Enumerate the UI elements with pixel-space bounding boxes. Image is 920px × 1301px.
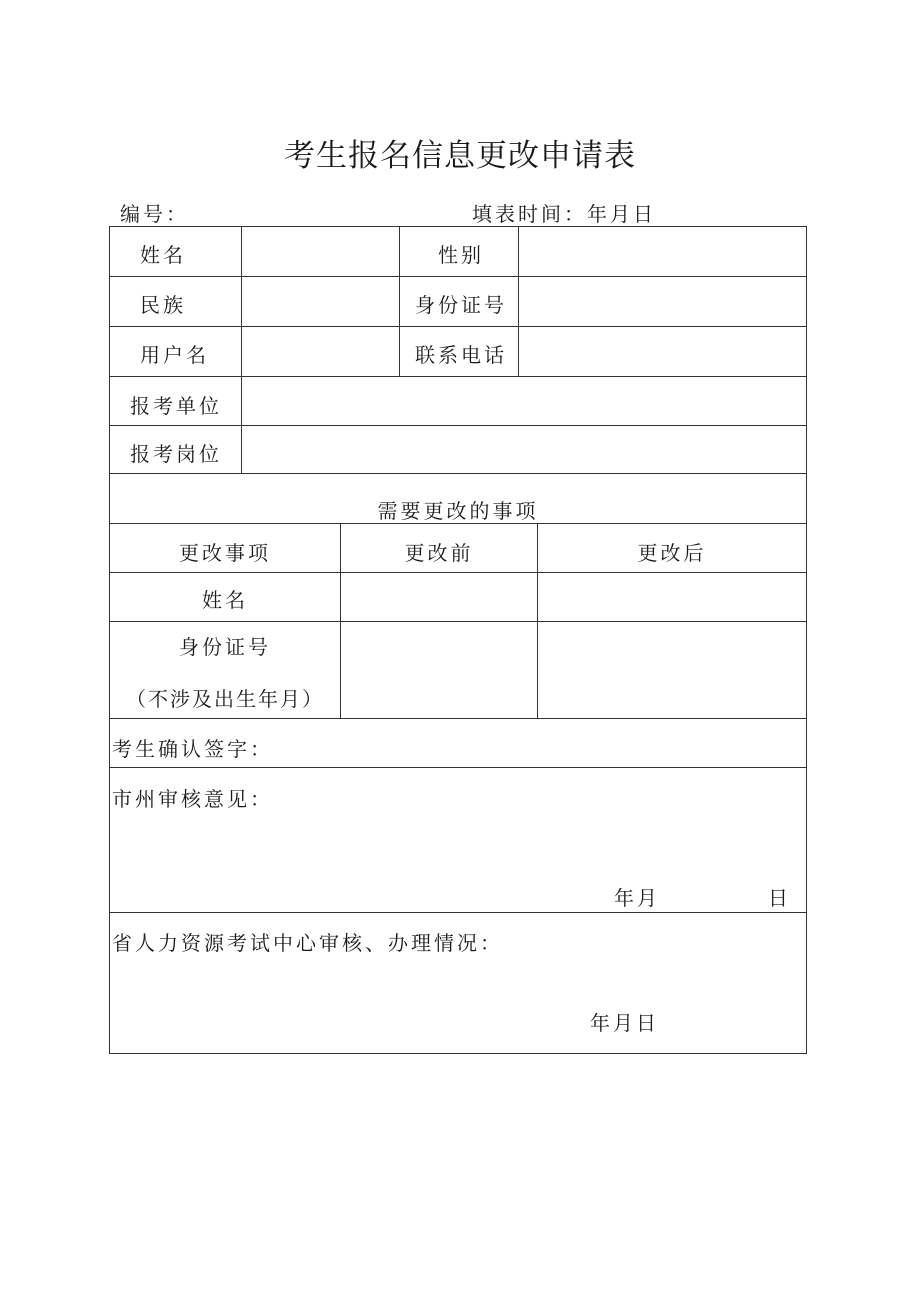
fill-time-label: 填表时间：年月日 — [472, 202, 656, 226]
changes-section-title: 需要更改的事项 — [377, 499, 539, 523]
name-before-field[interactable] — [341, 573, 537, 621]
ethnicity-label: 民族 — [140, 293, 186, 317]
city-review-date-ym: 年月 — [614, 886, 660, 910]
application-form-table — [109, 226, 807, 1054]
ethnicity-field[interactable] — [242, 277, 399, 326]
province-review-label: 省人力资源考试中心审核、办理情况： — [112, 931, 503, 955]
username-field[interactable] — [242, 327, 399, 376]
city-review-label: 市州审核意见： — [112, 787, 273, 811]
number-label: 编号： — [120, 202, 189, 226]
phone-label: 联系电话 — [415, 343, 507, 367]
column-header-after: 更改后 — [637, 541, 707, 565]
change-item-id-number: 身份证号 — [179, 635, 271, 659]
id-number-after-field[interactable] — [538, 622, 806, 718]
name-label: 姓名 — [140, 243, 186, 267]
position-label: 报考岗位 — [130, 442, 222, 466]
position-field[interactable] — [242, 426, 806, 473]
province-review-date: 年月日 — [590, 1011, 659, 1035]
city-review-date-d: 日 — [768, 886, 791, 910]
unit-label: 报考单位 — [130, 394, 222, 418]
name-after-field[interactable] — [538, 573, 806, 621]
change-item-id-note: （不涉及出生年月） — [126, 687, 324, 711]
unit-field[interactable] — [242, 377, 806, 425]
change-item-name: 姓名 — [202, 588, 248, 612]
gender-label: 性别 — [438, 243, 484, 267]
column-header-item: 更改事项 — [179, 541, 271, 565]
id-number-field[interactable] — [519, 277, 806, 326]
column-header-before: 更改前 — [404, 541, 474, 565]
signature-label: 考生确认签字： — [112, 737, 273, 761]
form-title: 考生报名信息更改申请表 — [284, 138, 636, 174]
username-label: 用户名 — [140, 343, 209, 367]
id-number-label: 身份证号 — [415, 293, 507, 317]
name-field[interactable] — [242, 227, 399, 276]
phone-field[interactable] — [519, 327, 806, 376]
gender-field[interactable] — [519, 227, 806, 276]
id-number-before-field[interactable] — [341, 622, 537, 718]
